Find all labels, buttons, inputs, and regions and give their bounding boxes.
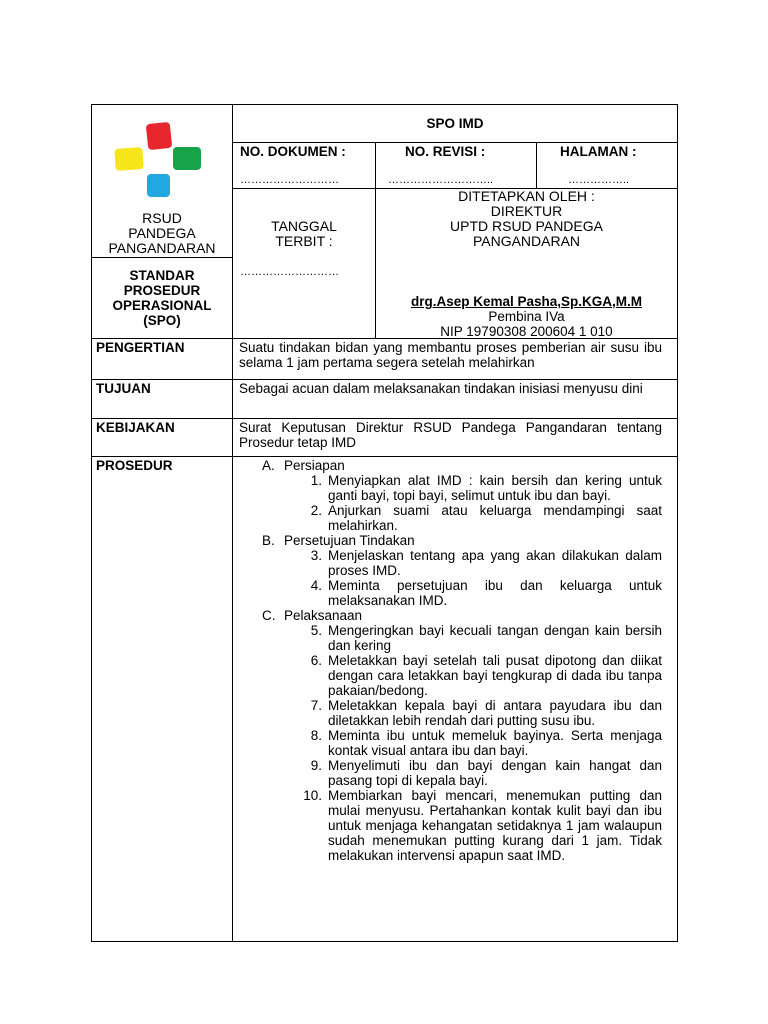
list-item	[262, 758, 662, 788]
step-text: Menyiapkan alat IMD : kain bersih dan kering untuk ganti bayi, topi bayi, selimut untuk ibu dan bayi.	[328, 473, 662, 503]
step-number: 1.	[310, 473, 322, 488]
row-divider	[91, 418, 678, 419]
tanggal-terbit-label: TANGGAL	[271, 218, 337, 234]
list-item	[262, 503, 662, 533]
list-item	[262, 578, 662, 608]
no-revisi-label: NO. REVISI :	[405, 144, 486, 159]
step-text: Meletakkan kepala bayi di antara payudara ibu dan diletakkan lebih rendah dari putting susu ibu.	[328, 698, 662, 728]
prosedur-group-heading	[262, 608, 662, 623]
no-dokumen-label: NO. DOKUMEN :	[240, 144, 346, 159]
ditetapkan-line: PANGANDARAN	[472, 233, 581, 249]
document-title: SPO IMD	[426, 116, 484, 131]
step-text: Meletakkan bayi setelah tali pusat dipotong dan diikat dengan cara letakkan bayi tengkurap di dada ibu tanpa pakaian/bedong.	[328, 653, 662, 698]
pengertian-label: PENGERTIAN	[96, 340, 185, 355]
prosedur-group-heading	[262, 458, 662, 473]
prosedur-group-heading	[262, 533, 662, 548]
list-item	[262, 473, 662, 503]
director-name: drg.Asep Kemal Pasha,Sp.KGA,M.M	[410, 294, 643, 309]
step-number: 5.	[310, 623, 322, 638]
list-item	[262, 548, 662, 578]
step-text: Mengeringkan bayi kecuali tangan dengan kain bersih dan kering	[328, 623, 662, 653]
group-letter: A.	[262, 458, 275, 473]
step-number: 2.	[310, 503, 322, 518]
group-letter: B.	[262, 533, 275, 548]
prosedur-label: PROSEDUR	[96, 458, 173, 473]
no-revisi-value: ………………………..	[388, 174, 494, 186]
spo-label-line: PROSEDUR	[123, 283, 201, 298]
group-letter: C.	[262, 608, 276, 623]
step-number: 10.	[303, 788, 322, 803]
kebijakan-label: KEBIJAKAN	[96, 420, 175, 435]
row-divider	[91, 379, 678, 380]
spo-label-line: STANDAR	[129, 268, 195, 283]
kebijakan-text: Surat Keputusan Direktur RSUD Pandega Pangandaran tentang Prosedur tetap IMD	[239, 420, 662, 450]
step-text: Menyelimuti ibu dan bayi dengan kain hangat dan pasang topi di kepala bayi.	[328, 758, 662, 788]
tujuan-text: Sebagai acuan dalam melaksanakan tindakan inisiasi menyusu dini	[239, 381, 643, 396]
step-number: 8.	[310, 728, 322, 743]
group-title: Persetujuan Tindakan	[284, 533, 415, 548]
prosedur-list	[262, 458, 662, 863]
list-item	[262, 728, 662, 758]
step-text: Membiarkan bayi mencari, menemukan putting dan mulai menyusu. Pertahankan kontak kulit bayi dan ibu untuk menjaga kehangatan setidaknya 1 jam walaupun sudah menemukan putting kurang dari 1 jam. Tidak melakukan intervensi apapun saat IMD.	[328, 788, 662, 863]
director-rank: Pembina IVa	[488, 309, 565, 324]
list-item	[262, 698, 662, 728]
row-divider	[91, 257, 233, 258]
step-number: 6.	[310, 653, 322, 668]
column-divider	[536, 142, 537, 188]
step-text: Meminta ibu untuk memeluk bayinya. Serta menjaga kontak visual antara ibu dan bayi.	[328, 728, 662, 758]
step-number: 9.	[310, 758, 322, 773]
org-name-line: RSUD	[142, 210, 182, 226]
row-divider	[232, 142, 678, 143]
ditetapkan-line: UPTD RSUD PANDEGA	[450, 218, 603, 234]
halaman-label: HALAMAN :	[560, 144, 637, 159]
group-title: Pelaksanaan	[284, 608, 363, 623]
tanggal-terbit-value: ………………………	[240, 266, 339, 278]
org-name-line: PANDEGA	[128, 225, 196, 241]
hospital-logo-icon	[111, 121, 205, 201]
group-title: Persiapan	[284, 458, 345, 473]
step-number: 3.	[310, 548, 322, 563]
list-item	[262, 788, 662, 863]
pengertian-text: Suatu tindakan bidan yang membantu proses pemberian air susu ibu selama 1 jam pertama segera setelah melahirkan	[239, 340, 662, 370]
step-number: 4.	[310, 578, 322, 593]
step-text: Anjurkan suami atau keluarga mendampingi saat melahirkan.	[328, 503, 662, 533]
list-item	[262, 623, 662, 653]
step-number: 7.	[310, 698, 322, 713]
director-nip: NIP 19790308 200604 1 010	[440, 324, 613, 339]
ditetapkan-line: DIREKTUR	[490, 203, 563, 219]
halaman-value: ……………..	[568, 174, 630, 186]
step-text: Meminta persetujuan ibu dan keluarga untuk melaksanakan IMD.	[328, 578, 662, 608]
spo-label-line: OPERASIONAL	[112, 298, 212, 313]
org-name-line: PANGANDARAN	[108, 240, 216, 256]
tanggal-terbit-label: TERBIT :	[275, 233, 333, 249]
tujuan-label: TUJUAN	[96, 381, 151, 396]
step-text: Menjelaskan tentang apa yang akan dilakukan dalam proses IMD.	[328, 548, 662, 578]
row-divider	[91, 456, 678, 457]
ditetapkan-line: DITETAPKAN OLEH :	[458, 188, 595, 204]
no-dokumen-value: ………………………	[240, 174, 339, 186]
spo-label-line: (SPO)	[143, 313, 181, 328]
list-item	[262, 653, 662, 698]
